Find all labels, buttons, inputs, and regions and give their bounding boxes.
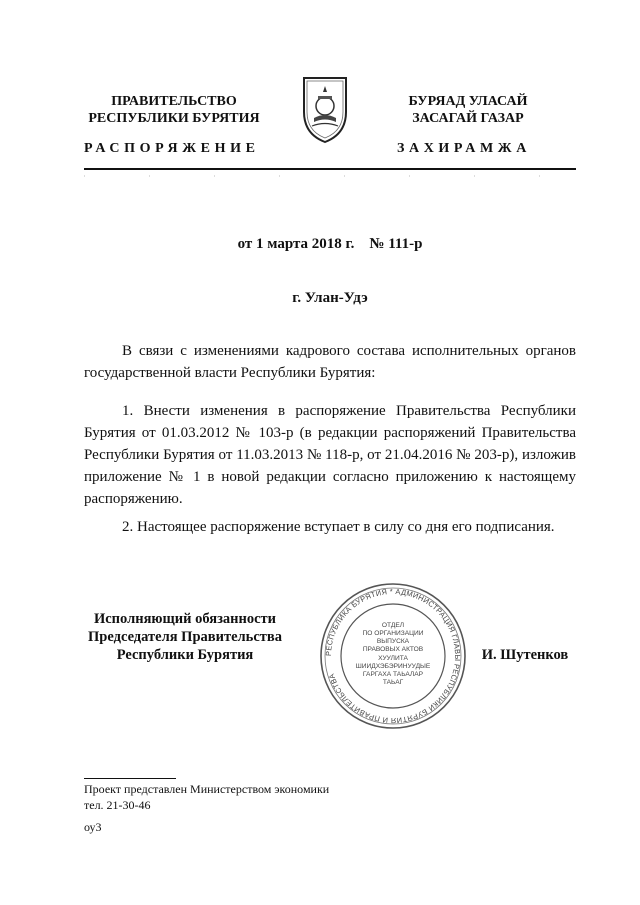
footer-code: оу3	[84, 820, 102, 834]
city: г. Улан-Удэ	[292, 290, 368, 306]
date-and-number: от 1 марта 2018 г. № 111-р	[237, 236, 423, 252]
header-dotted-line	[84, 174, 576, 178]
header-left-line2: РЕСПУБЛИКИ БУРЯТИЯ	[88, 111, 260, 126]
stamp-ring-text: РЕСПУБЛИКА БУРЯТИЯ * АДМИНИСТРАЦИЯ ГЛАВЫ РЕСПУБЛИКИ БУРЯТИЯ И ПРАВИТЕЛЬСТВА	[323, 586, 463, 726]
stamp-line5: ХУУЛИТА	[378, 655, 408, 662]
footer-divider	[84, 778, 176, 779]
stamp-line1: ОТДЕЛ	[381, 622, 405, 629]
header-right-doc-type: ЗАХИРАМЖА	[397, 141, 531, 156]
header-right-title	[380, 93, 556, 127]
preamble-paragraph: В связи с изменениями кадрового состава исполнительных органов государственной власти Республики Бурятия:	[84, 343, 576, 381]
stamp-line3: ВЫПУСКА	[376, 638, 410, 645]
header-left-line1: ПРАВИТЕЛЬСТВО	[111, 94, 237, 109]
stamp-line6: ШИИДХЭБЭРИНУУДЫЕ	[355, 663, 431, 670]
header-right-line1: БУРЯАД УЛАСАЙ	[408, 94, 528, 109]
signatory-position	[70, 610, 300, 664]
stamp-line8: ТАЬАГ	[382, 679, 404, 686]
header-left-title	[84, 93, 264, 127]
item-1-paragraph: 1. Внести изменения в распоряжение Правительства Республики Бурятия от 01.03.2012 № 103-р (в редакции распоряжений Правительства Республики Бурятия от 11.03.2013 № 118-р, от 21.04.2016 № 203-р), изложив приложение № 1 в новой редакции согласно приложению к настоящему распоряжению.	[84, 403, 576, 507]
stamp-line4: ПРАВОВЫХ АКТОВ	[362, 646, 424, 653]
position-line3: Республики Бурятия	[116, 647, 254, 663]
official-stamp	[318, 582, 468, 730]
position-line2: Председателя Правительства	[88, 629, 282, 645]
header-divider	[84, 168, 576, 170]
stamp-line7: ГАРГАХА ТАЬАЛАР	[362, 671, 424, 678]
header-right-line2: ЗАСАГАЙ ГАЗАР	[412, 111, 524, 126]
coat-of-arms-emblem	[296, 72, 354, 144]
header-left-doc-type: РАСПОРЯЖЕНИЕ	[84, 141, 260, 156]
position-line1: Исполняющий обязанности	[93, 611, 277, 627]
footer-phone: тел. 21-30-46	[84, 798, 151, 812]
signatory-name: И. Шутенков	[481, 647, 569, 663]
footer-project-note: Проект представлен Министерством экономики	[84, 782, 330, 796]
item-2-paragraph: 2. Настоящее распоряжение вступает в силу со дня его подписания.	[122, 519, 555, 535]
stamp-line2: ПО ОРГАНИЗАЦИИ	[362, 630, 424, 637]
